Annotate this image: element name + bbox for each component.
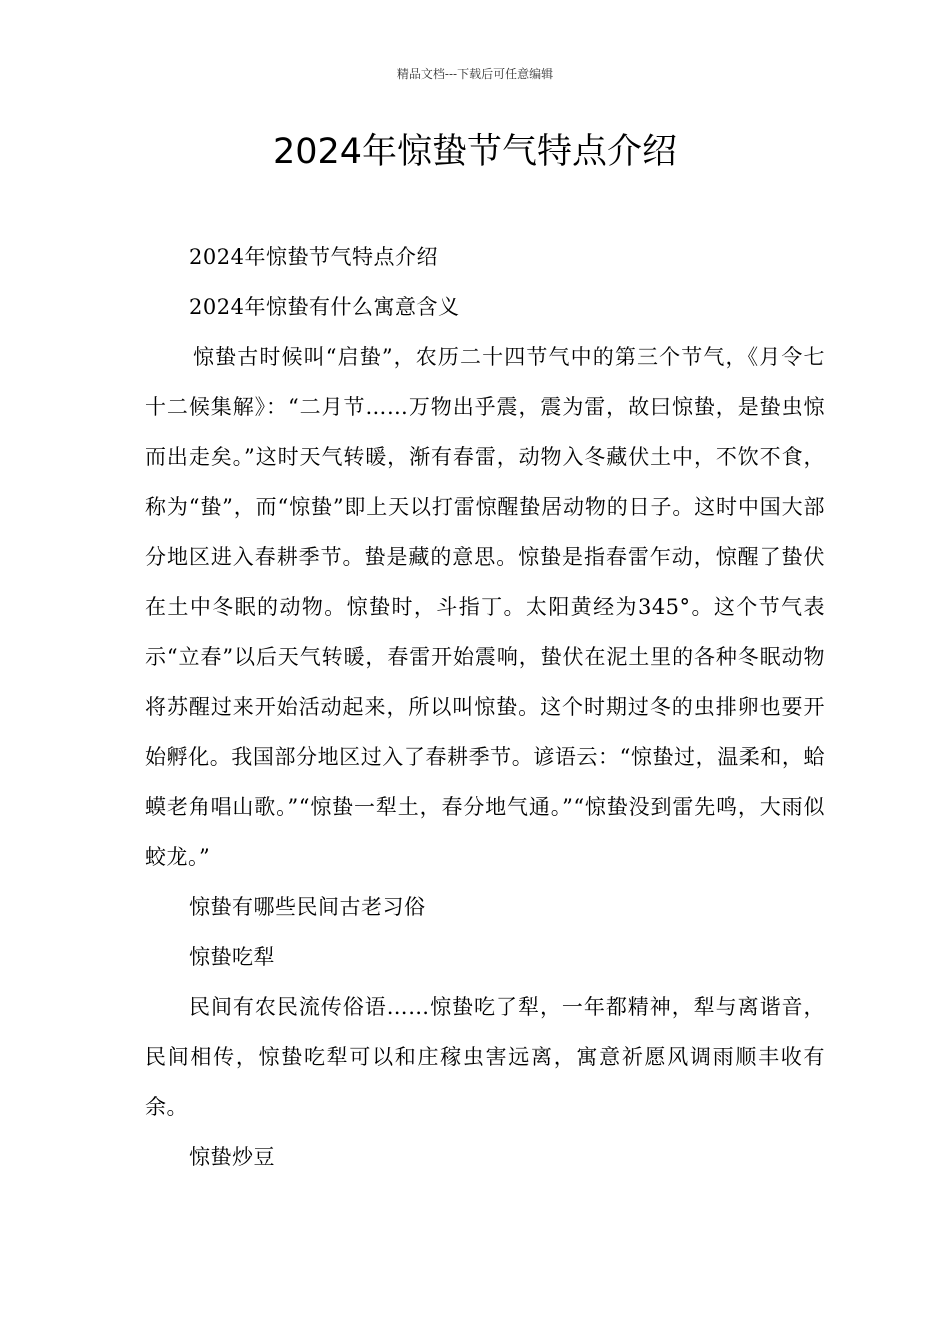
header-note: 精品文档---下载后可任意编辑	[396, 67, 554, 81]
paragraph-heading-customs: 惊蛰有哪些民间古老习俗	[189, 895, 426, 919]
paragraph-heading-meaning: 2024年惊蛰有什么寓意含义	[189, 295, 460, 319]
paragraph-heading-pear: 惊蛰吃犁	[189, 945, 275, 969]
document-title: 2024年惊蛰节气特点介绍	[272, 132, 678, 172]
paragraph-heading-beans: 惊蛰炒豆	[189, 1145, 275, 1169]
paragraph-pear: 民间有农民流传俗语……惊蛰吃了犁，一年都精神，犁与离谐音，民间相传，惊蛰吃犁可以和庄稼虫害远离，寓意祈愿风调雨顺丰收有余。	[145, 995, 825, 1119]
paragraph-subtitle: 2024年惊蛰节气特点介绍	[189, 245, 438, 269]
paragraph-intro: 惊蛰古时候叫“启蛰”，农历二十四节气中的第三个节气，《月令七十二候集解》：“二月节……万物出乎震，震为雷，故曰惊蛰，是蛰虫惊而出走矣。”这时天气转暖，渐有春雷，动物入冬藏伏土中，不饮不食，称为“蛰”，而“惊蛰”即上天以打雷惊醒蛰居动物的日子。这时中国大部分地区进入春耕季节。蛰是藏的意思。惊蛰是指春雷乍动，惊醒了蛰伏在土中冬眠的动物。惊蛰时，斗指丁。太阳黄经为345°。这个节气表示“立春”以后天气转暖，春雷开始震响，蛰伏在泥土里的各种冬眠动物将苏醒过来开始活动起来，所以叫惊蛰。这个时期过冬的虫排卵也要开始孵化。我国部分地区过入了春耕季节。谚语云：“惊蛰过，温柔和，蛤蟆老角唱山歌。”“惊蛰一犁土，春分地气通。”“惊蛰没到雷先鸣，大雨似蛟龙。”	[145, 345, 825, 869]
document-body	[145, 232, 825, 1182]
